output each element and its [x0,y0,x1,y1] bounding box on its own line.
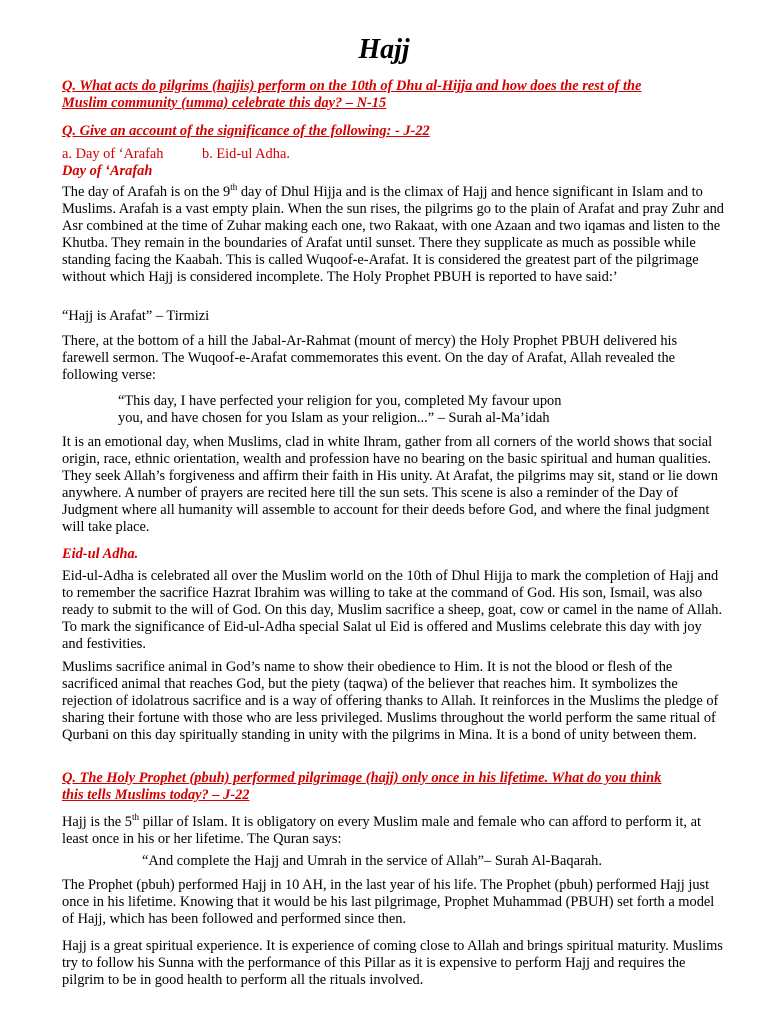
question-prefix: Q. [62,123,76,139]
question-line: Q. The Holy Prophet (pbuh) performed pilgrimage (hajj) only once in his lifetime. What do you think [62,770,662,786]
text-run: Hajj is the 5 [62,814,132,830]
text-run: pillar of Islam. It is obligatory on every Muslim male and female who can afford to perform it, at least once in his or her lifetime. The Quran says: [62,814,701,847]
paragraph-arafah-intro [62,184,724,286]
question-line: this tells Muslims today? – J-22 [62,787,250,803]
paragraph-eid-intro: Eid-ul-Adha is celebrated all over the Muslim world on the 10th of Dhul Hijja to mark the completion of Hajj and to remember the sacrifice Hazrat Ibrahim was willing to take at the command of God. His son, Ismail, was also ready to submit to the will of God. On this day, Muslim sacrifice a sheep, goat, cow or camel in the name of Allah. To mark the significance of Eid-ul-Adha special Salat ul Eid is offered and Muslims celebrate this day with joy and festivities. [62,568,723,652]
verse-line: “This day, I have perfected your religion for you, completed My favour upon [118,393,562,409]
question-j22-significance [62,123,722,140]
paragraph-fifth-pillar [62,814,724,848]
superscript: th [230,182,238,193]
section-heading-eid: Eid-ul Adha. [62,546,139,562]
question-line: Q. What acts do pilgrims (hajjis) perform on the 10th of Dhu al-Hijja and how does the rest of the [62,78,642,94]
question-options [62,146,290,163]
superscript: th [131,812,139,823]
verse-maidah [118,393,561,427]
paragraph-prophet-hajj: The Prophet (pbuh) performed Hajj in 10 AH, in the last year of his life. The Prophet (pbuh) performed Hajj just once in his lifetime. Knowing that it would be his last pilgrimage, Prophet Muhammad (PBUH) set forth a model of Hajj, which has been followed and performed since then. [62,877,715,927]
option-b: b. Eid-ul Adha. [202,146,290,162]
saying-hajj-is-arafat: “Hajj is Arafat” – Tirmizi [62,308,210,324]
question-line: Muslim community (umma) celebrate this day? – N-15 [62,95,387,111]
option-a: a. Day of ‘Arafah [62,146,164,162]
verse-baqarah: “And complete the Hajj and Umrah in the service of Allah”– Surah Al-Baqarah. [142,853,602,869]
page-title: Hajj [358,34,410,65]
question-j22-once [62,770,722,804]
paragraph-spiritual-experience: Hajj is a great spiritual experience. It is experience of coming close to Allah and brings spiritual maturity. Muslims try to follow his Sunna with the performance of this Pillar as it is expensive to perform Hajj and requires the pilgrim to be in good health to perform all the rituals involved. [62,938,723,988]
paragraph-eid-sacrifice: Muslims sacrifice animal in God’s name to show their obedience to Him. It is not the blood or flesh of the sacrificed animal that reaches God, but the piety (taqwa) of the believer that reaches him. It symbolizes the rejection of idolatrous sacrifice and is a way of offering thanks to Allah. It reinforces in the Muslims the pledge of sharing their fortune with those who are less privileged. Muslims throughout the world perform the same ritual of Qurbani on this day spiritually standing in unity with the pilgrims in Mina. It is a bond of unity between them. [62,659,719,743]
text-run: day of Dhul Hijja and is the climax of Hajj and hence significant in Islam and to Muslims. Arafah is a vast empty plain. When the sun rises, the pilgrims go to the plain of Arafat and pray Zuhr and Asr combined at the time of Zuhar making each one, two Rakaat, with one Azaan and two iqamas and listen to the Khutba. They remain in the boundaries of Arafat until sunset. There they supplicate as much as possible while standing facing the Kaabah. This is called Wuqoof-e-Arafat. It is considered the greatest part of the pilgrimage without which Hajj is considered incomplete. The Holy Prophet PBUH is reported to have said:’ [62,184,724,285]
paragraph-arafah-emotional: It is an emotional day, when Muslims, clad in white Ihram, gather from all corners of the world shows that social origin, race, ethnic orientation, wealth and profession have no bearing on the basic spiritual and human qualities. They seek Allah’s forgiveness and affirm their faith in His unity. At Arafat, the pilgrims may sit, stand or lie down anywhere. A number of prayers are recited here till the sun sets. This scene is also a reminder of the Day of Judgment where all humanity will assemble to account for their deeds before God, and where the final judgment will take place. [62,434,718,535]
verse-line: you, and have chosen for you Islam as your religion...” – Surah al-Ma’idah [118,410,550,426]
section-heading-arafah: Day of ‘Arafah [62,163,153,179]
text-run: The day of Arafah is on the 9 [62,184,231,200]
paragraph-farewell-sermon: There, at the bottom of a hill the Jabal-Ar-Rahmat (mount of mercy) the Holy Prophet PBUH delivered his farewell sermon. The Wuqoof-e-Arafat commemorates this event. On the day of Arafat, Allah revealed the following verse: [62,333,678,383]
question-text: Give an account of the significance of the following: - J-22 [79,123,430,139]
question-n15 [62,78,722,112]
